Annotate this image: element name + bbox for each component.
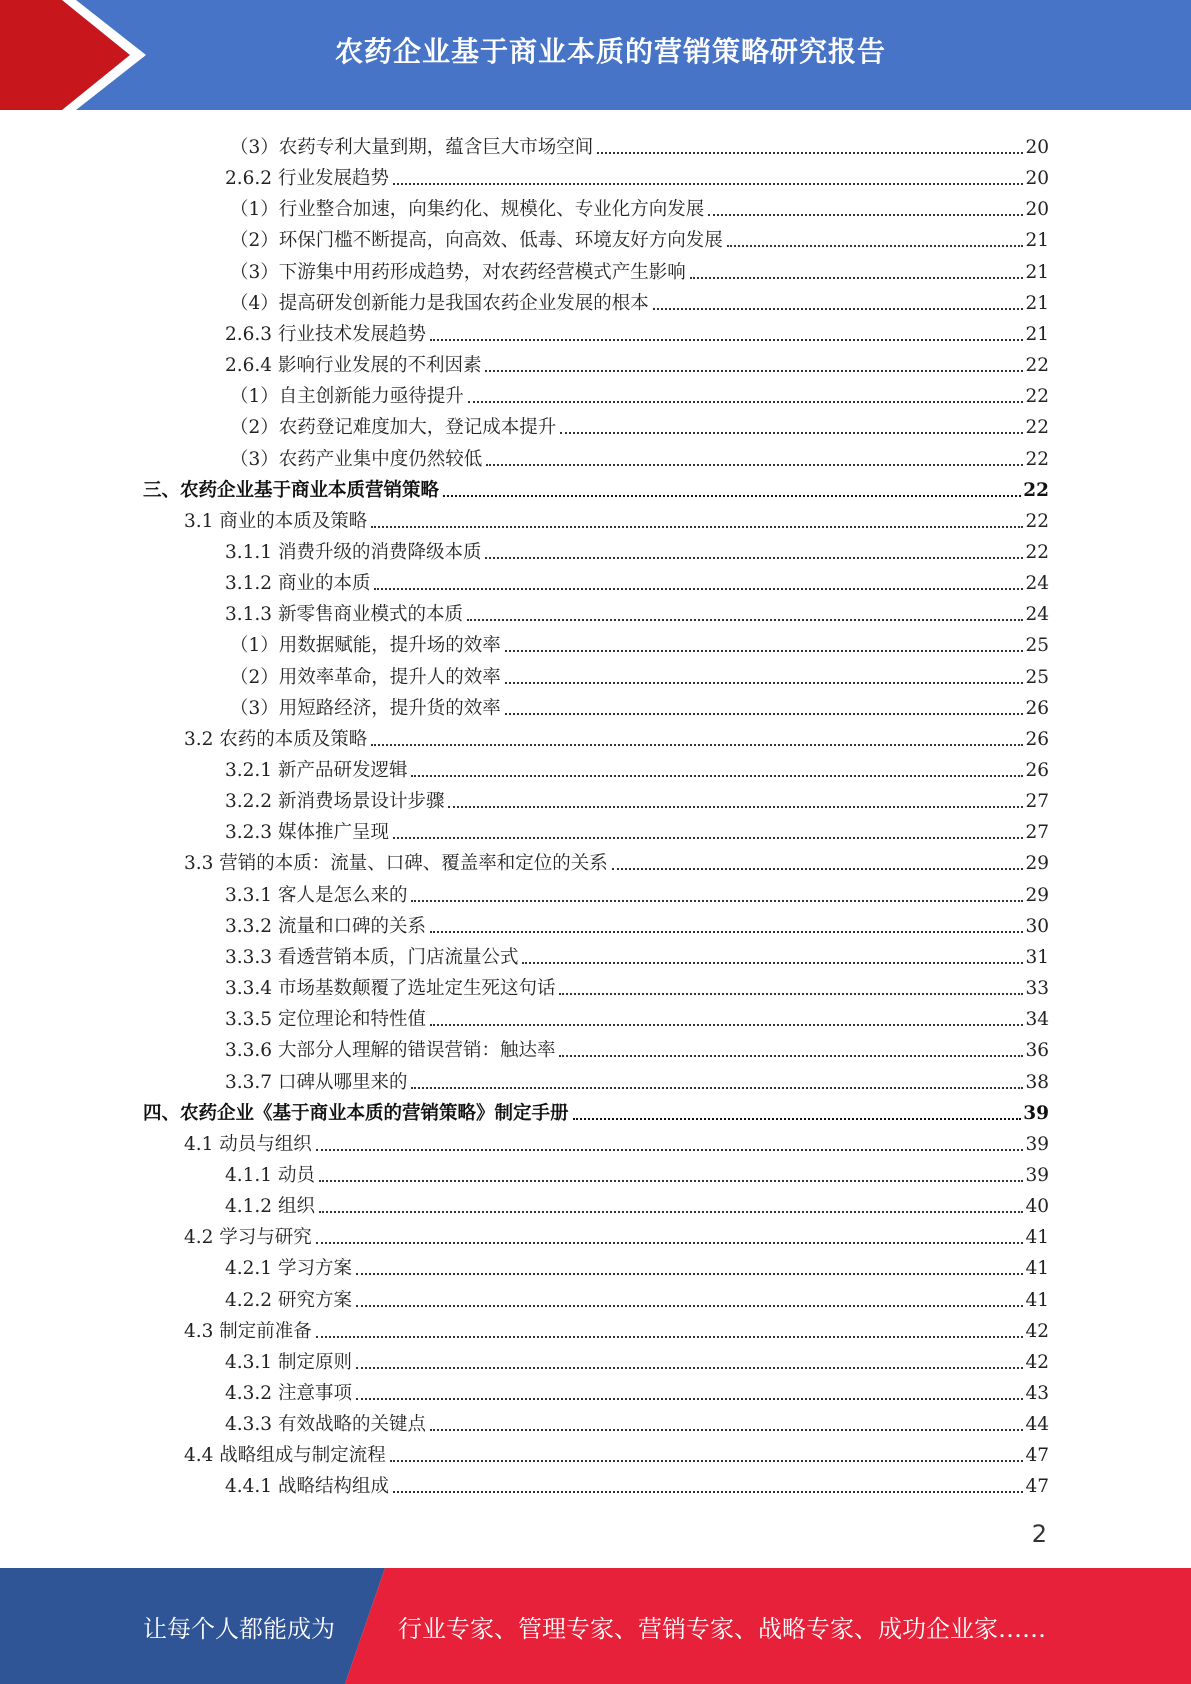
toc-entry-label: 3.2.3 媒体推广呈现 <box>225 822 389 844</box>
toc-entry-label: 4.2.2 研究方案 <box>225 1289 352 1311</box>
toc-entry-label: 3.3.2 流量和口碑的关系 <box>225 915 426 937</box>
toc-entry[interactable] <box>225 1249 1049 1280</box>
toc-entry[interactable] <box>230 190 1049 221</box>
toc-entry-page: 24 <box>1025 573 1049 595</box>
toc-entry[interactable] <box>225 1031 1049 1062</box>
toc-entry-page: 42 <box>1025 1320 1049 1342</box>
toc-entry-label: 3.2 农药的本质及策略 <box>184 728 368 750</box>
toc-entry[interactable] <box>225 1343 1049 1374</box>
toc-entry-page: 44 <box>1025 1414 1049 1436</box>
toc-dot-leader <box>690 277 1024 279</box>
toc-dot-leader <box>522 962 1023 964</box>
toc-entry-page: 43 <box>1025 1383 1049 1404</box>
toc-entry-page: 47 <box>1025 1445 1049 1467</box>
toc-entry-label: （3）下游集中用药形成趋势，对农药经营模式产生影响 <box>230 261 686 283</box>
toc-entry-page: 41 <box>1025 1289 1049 1311</box>
toc-entry-page: 33 <box>1025 978 1049 1000</box>
toc-entry-page: 25 <box>1025 666 1049 688</box>
toc-entry-page: 22 <box>1025 448 1049 470</box>
toc-entry-label: 3.3.5 定位理论和特性值 <box>225 1009 426 1031</box>
toc-entry-page: 27 <box>1025 791 1049 813</box>
toc-entry-label: （4）提高研发创新能力是我国农药企业发展的根本 <box>230 292 649 314</box>
toc-entry[interactable] <box>225 813 1049 844</box>
toc-entry[interactable] <box>230 128 1049 159</box>
toc-entry-label: 3.3.4 市场基数颠覆了选址定生死这句话 <box>225 978 556 1000</box>
toc-entry[interactable] <box>225 907 1049 938</box>
toc-entry[interactable] <box>225 1000 1049 1031</box>
toc-entry-page: 26 <box>1025 728 1049 750</box>
toc-dot-leader <box>356 1305 1024 1307</box>
toc-entry-page: 20 <box>1025 199 1049 221</box>
toc-dot-leader <box>411 775 1023 777</box>
toc-dot-leader <box>411 900 1023 902</box>
toc-entry[interactable] <box>230 408 1049 439</box>
toc-entry[interactable] <box>143 471 1049 502</box>
toc-dot-leader <box>485 370 1023 372</box>
toc-entry[interactable] <box>184 1218 1049 1249</box>
toc-entry-label: （2）农药登记难度加大，登记成本提升 <box>230 417 557 439</box>
toc-entry-label: 2.6.2 行业发展趋势 <box>225 168 389 190</box>
toc-entry-label: （2）用效率革命，提升人的效率 <box>230 666 501 688</box>
toc-entry-page: 27 <box>1025 822 1049 844</box>
toc-entry-page: 22 <box>1025 541 1049 563</box>
toc-entry[interactable] <box>225 315 1049 346</box>
toc-entry-label: 2.6.4 影响行业发展的不利因素 <box>225 355 482 377</box>
toc-dot-leader <box>393 183 1023 185</box>
toc-entry[interactable] <box>225 1063 1049 1094</box>
toc-dot-leader <box>653 308 1024 310</box>
toc-entry-page: 21 <box>1025 230 1049 252</box>
toc-dot-leader <box>374 588 1023 590</box>
toc-entry-page: 26 <box>1025 697 1049 719</box>
toc-entry-label: 4.4.1 战略结构组成 <box>225 1476 389 1498</box>
toc-dot-leader <box>356 1367 1024 1369</box>
toc-entry[interactable] <box>230 689 1049 720</box>
toc-entry-label: （1）用数据赋能，提升场的效率 <box>230 635 501 657</box>
toc-dot-leader <box>316 1242 1024 1244</box>
toc-entry-label: 4.4 战略组成与制定流程 <box>184 1445 386 1467</box>
toc-entry-label: 4.2 学习与研究 <box>184 1227 312 1249</box>
toc-entry-label: 3.1.3 新零售商业模式的本质 <box>225 604 463 626</box>
toc-entry-page: 22 <box>1025 355 1049 377</box>
toc-dot-leader <box>560 432 1023 434</box>
toc-entry-page: 21 <box>1025 292 1049 314</box>
toc-entry-label: 3.2.2 新消费场景设计步骤 <box>225 791 445 813</box>
toc-entry-page: 39 <box>1023 1102 1049 1124</box>
toc-dot-leader <box>390 1460 1024 1462</box>
toc-dot-leader <box>356 1398 1024 1400</box>
toc-entry-label: 3.3.3 看透营销本质，门店流量公式 <box>225 946 519 968</box>
toc-entry[interactable] <box>184 1125 1049 1156</box>
toc-dot-leader <box>411 1087 1023 1089</box>
toc-entry[interactable] <box>225 1281 1049 1312</box>
toc-entry[interactable] <box>184 502 1049 533</box>
toc-entry[interactable] <box>225 938 1049 969</box>
toc-dot-leader <box>559 1055 1023 1057</box>
toc-entry-label: 4.1 动员与组织 <box>184 1133 312 1155</box>
toc-entry-page: 39 <box>1025 1164 1049 1186</box>
toc-entry-label: （3）农药产业集中度仍然较低 <box>230 448 483 470</box>
toc-entry-page: 22 <box>1025 417 1049 439</box>
toc-dot-leader <box>485 557 1023 559</box>
toc-entry-page: 22 <box>1023 479 1049 501</box>
toc-dot-leader <box>393 837 1023 839</box>
toc-entry-page: 20 <box>1025 168 1049 190</box>
toc-entry[interactable] <box>225 159 1049 190</box>
toc-entry-label: 2.6.3 行业技术发展趋势 <box>225 323 426 345</box>
toc-dot-leader <box>505 650 1024 652</box>
toc-entry[interactable] <box>184 1312 1049 1343</box>
toc-entry-label: 4.2.1 学习方案 <box>225 1258 352 1280</box>
toc-entry-label: 3.3.6 大部分人理解的错误营销：触达率 <box>225 1040 556 1062</box>
toc-dot-leader <box>443 495 1021 497</box>
toc-dot-leader <box>430 931 1023 933</box>
toc-dot-leader <box>316 1149 1024 1151</box>
toc-entry[interactable] <box>230 377 1049 408</box>
page-number: 2 <box>1031 1520 1047 1548</box>
toc-entry-page: 41 <box>1025 1258 1049 1280</box>
toc-entry[interactable] <box>225 346 1049 377</box>
toc-entry-page: 39 <box>1025 1133 1049 1155</box>
toc-dot-leader <box>356 1273 1024 1275</box>
toc-entry-page: 26 <box>1025 760 1049 781</box>
toc-dot-leader <box>559 993 1023 995</box>
toc-entry-label: 4.1.2 组织 <box>225 1196 315 1218</box>
toc-entry-page: 34 <box>1025 1009 1049 1031</box>
toc-entry-page: 25 <box>1025 635 1049 657</box>
toc-entry-page: 29 <box>1025 884 1049 906</box>
toc-entry-label: 4.3.1 制定原则 <box>225 1351 352 1373</box>
toc-entry[interactable] <box>225 751 1049 782</box>
toc-dot-leader <box>430 1429 1023 1431</box>
toc-entry-label: 4.1.1 动员 <box>225 1164 315 1186</box>
toc-entry-page: 22 <box>1025 510 1049 532</box>
toc-entry-page: 21 <box>1025 261 1049 283</box>
toc-entry-page: 29 <box>1025 853 1049 875</box>
toc-entry-page: 42 <box>1025 1351 1049 1373</box>
page-header <box>0 0 1191 110</box>
toc-entry-label: 3.3 营销的本质：流量、口碑、覆盖率和定位的关系 <box>184 853 608 875</box>
toc-entry[interactable] <box>230 626 1049 657</box>
toc-entry-label: （1）自主创新能力亟待提升 <box>230 386 464 408</box>
toc-entry[interactable] <box>230 253 1049 284</box>
toc-dot-leader <box>727 245 1024 247</box>
toc-dot-leader <box>371 744 1023 746</box>
toc-dot-leader <box>505 713 1024 715</box>
toc-dot-leader <box>505 682 1024 684</box>
toc-entry-page: 36 <box>1025 1040 1049 1062</box>
toc-entry-page: 38 <box>1025 1071 1049 1093</box>
toc-dot-leader <box>430 1024 1023 1026</box>
toc-entry[interactable] <box>184 1436 1049 1467</box>
toc-entry[interactable] <box>225 1187 1049 1218</box>
toc-entry-page: 47 <box>1025 1476 1049 1498</box>
toc-entry[interactable] <box>225 564 1049 595</box>
toc-entry[interactable] <box>225 1156 1049 1187</box>
toc-entry-label: （2）环保门槛不断提高，向高效、低毒、环境友好方向发展 <box>230 230 723 252</box>
footer-slogan-left: 让每个人都能成为 <box>143 1614 335 1643</box>
toc-entry[interactable] <box>225 1405 1049 1436</box>
toc-entry-label: 3.1.1 消费升级的消费降级本质 <box>225 541 482 563</box>
toc-entry-label: 3.1.2 商业的本质 <box>225 573 371 595</box>
toc-entry[interactable] <box>225 969 1049 1000</box>
toc-entry[interactable] <box>225 876 1049 907</box>
toc-entry-label: （3）用短路经济，提升货的效率 <box>230 697 501 719</box>
toc-dot-leader <box>448 806 1023 808</box>
toc-entry[interactable] <box>184 720 1049 751</box>
toc-entry-label: 4.3.3 有效战略的关键点 <box>225 1414 426 1436</box>
toc-entry-page: 22 <box>1025 386 1049 408</box>
toc-entry-page: 20 <box>1025 137 1049 158</box>
toc-entry[interactable] <box>225 595 1049 626</box>
toc-entry-label: （1）行业整合加速，向集约化、规模化、专业化方向发展 <box>230 199 705 221</box>
toc-dot-leader <box>316 1336 1024 1338</box>
toc-dot-leader <box>430 339 1023 341</box>
toc-entry[interactable] <box>230 284 1049 315</box>
toc-entry[interactable] <box>230 221 1049 252</box>
toc-dot-leader <box>319 1211 1024 1213</box>
toc-entry[interactable] <box>225 782 1049 813</box>
toc-dot-leader <box>467 619 1023 621</box>
toc-entry[interactable] <box>230 658 1049 689</box>
toc-entry-page: 30 <box>1025 915 1049 937</box>
toc-entry-label: 3.1 商业的本质及策略 <box>184 510 368 532</box>
toc-dot-leader <box>597 152 1023 154</box>
toc-entry-page: 24 <box>1025 604 1049 626</box>
toc-entry[interactable] <box>184 844 1049 875</box>
toc-entry[interactable] <box>143 1094 1049 1125</box>
toc-dot-leader <box>393 1491 1023 1493</box>
toc-dot-leader <box>468 401 1024 403</box>
toc-entry[interactable] <box>225 533 1049 564</box>
toc-entry-label: 四、农药企业《基于商业本质的营销策略》制定手册 <box>143 1102 569 1124</box>
toc-dot-leader <box>319 1180 1024 1182</box>
toc-entry-label: 4.3.2 注意事项 <box>225 1383 352 1404</box>
toc-entry-label: 4.3 制定前准备 <box>184 1320 312 1342</box>
toc-entry-page: 41 <box>1025 1227 1049 1249</box>
toc-dot-leader <box>708 214 1023 216</box>
toc-entry-label: 3.3.1 客人是怎么来的 <box>225 884 408 906</box>
toc-entry-label: 三、农药企业基于商业本质营销策略 <box>143 479 440 501</box>
toc-entry-page: 40 <box>1025 1196 1049 1218</box>
footer-slogan-right: 行业专家、管理专家、营销专家、战略专家、成功企业家…… <box>398 1614 1046 1643</box>
toc-entry-label: （3）农药专利大量到期，蕴含巨大市场空间 <box>230 137 594 158</box>
toc-entry-label: 3.2.1 新产品研发逻辑 <box>225 760 408 781</box>
toc-entry[interactable] <box>225 1374 1049 1405</box>
report-title: 农药企业基于商业本质的营销策略研究报告 <box>334 35 886 68</box>
page-footer <box>0 1568 1191 1684</box>
toc-dot-leader <box>573 1118 1022 1120</box>
toc-entry-page: 21 <box>1025 323 1049 345</box>
toc-entry-page: 31 <box>1025 946 1049 968</box>
toc-entry[interactable] <box>230 440 1049 471</box>
toc-dot-leader <box>371 526 1023 528</box>
toc-entry[interactable] <box>225 1467 1049 1498</box>
toc-dot-leader <box>486 464 1023 466</box>
toc-entry-label: 3.3.7 口碑从哪里来的 <box>225 1071 408 1093</box>
toc-dot-leader <box>612 868 1024 870</box>
